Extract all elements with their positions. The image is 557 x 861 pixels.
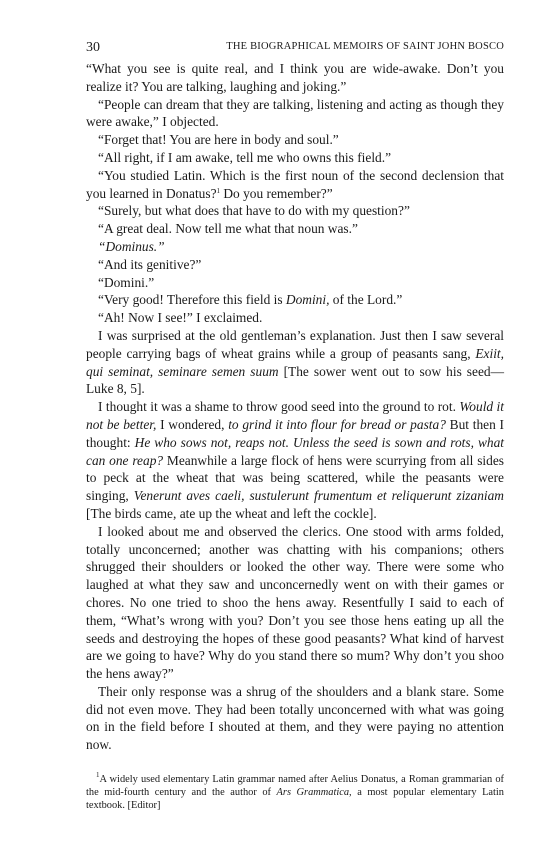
paragraph xyxy=(86,238,504,256)
text-run: [The birds came, ate up the wheat and left the cockle]. xyxy=(86,505,377,521)
italic-text: Would it not be better, xyxy=(86,399,504,432)
paragraph xyxy=(86,60,504,96)
running-head: THE BIOGRAPHICAL MEMOIRS OF SAINT JOHN BOSCO xyxy=(226,41,504,52)
italic-text: Domini, xyxy=(285,292,330,308)
text-run: But then I thought: xyxy=(86,416,504,450)
italic-text: “Dominus.” xyxy=(98,238,165,254)
paragraph xyxy=(86,256,504,274)
paragraph xyxy=(86,131,504,149)
paragraph xyxy=(86,149,504,167)
paragraph xyxy=(86,220,504,238)
paragraph xyxy=(86,523,504,683)
paragraph xyxy=(86,274,504,292)
paragraph xyxy=(86,309,504,327)
paragraph xyxy=(86,683,504,754)
text-run: “Very good! Therefore this field is xyxy=(98,292,286,308)
page-number: 30 xyxy=(86,40,100,55)
paragraph xyxy=(86,96,504,132)
body-text xyxy=(86,60,504,754)
footnote-marker: 1 xyxy=(96,771,100,780)
text-run: “What you see is quite real, and I think you are wide-awake. Don’t you realize it? You are talking, laughing and joking.” xyxy=(86,61,504,94)
text-run: “Ah! Now I see!” I exclaimed. xyxy=(98,310,263,326)
italic-text: Ars Grammatica, xyxy=(276,787,352,799)
text-run: “A great deal. Now tell me what that noun was.” xyxy=(98,221,358,237)
text-run: “Domini.” xyxy=(98,274,155,290)
paragraph xyxy=(86,202,504,220)
text-run: “Forget that! You are here in body and soul.” xyxy=(98,132,339,148)
paragraph xyxy=(86,291,504,309)
paragraph xyxy=(86,398,504,523)
text-run: of the Lord.” xyxy=(329,292,403,308)
text-run: Meanwhile a large flock of hens were scurrying from all sides to peck at the wheat that was being scattered, while the peasants were singing, xyxy=(86,452,504,504)
paragraph xyxy=(86,327,504,398)
footnote-marker: 1 xyxy=(216,186,221,195)
text-run: A widely used elementary Latin grammar named after Aelius Donatus, a Roman grammarian of the mid-fourth century and the author of xyxy=(86,774,504,799)
italic-text: to grind it into flour for bread or pasta? xyxy=(228,416,446,432)
paragraph xyxy=(86,167,504,203)
text-run: [The sower went out to sow his seed—Luke 8, 5]. xyxy=(86,363,504,397)
text-run: Their only response was a shrug of the shoulders and a blank stare. Some did not even move. They had been totally unconcerned with what was going on in the field before I shouted at them, and they were paying no attention now. xyxy=(86,683,504,753)
text-run: “All right, if I am awake, tell me who owns this field.” xyxy=(98,149,392,165)
text-run: “You studied Latin. Which is the first noun of the second declension that you learned in Donatus? xyxy=(86,167,504,201)
text-run: I wondered, xyxy=(156,416,229,432)
page-header xyxy=(86,40,504,60)
text-run: “And its genitive?” xyxy=(98,256,202,272)
text-run: Do you remember?” xyxy=(220,185,333,201)
footnote xyxy=(86,773,504,813)
text-run: a most popular elementary Latin textbook. [Editor] xyxy=(86,787,504,812)
text-run: I looked about me and observed the clerics. One stood with arms folded, totally unconcerned; another was chatting with his companions; others shrugged their shoulders or looked the other way. There were some who laughed at what they saw and unconcernedly went on with their games or chores. No one tried to shoo the hens away. Resentfully I said to each of them, “What’s wrong with you? Don’t you see those hens eating up all the seeds and destroying the hopes of these good peasants? What kind of harvest are we going to have? Why do you stand there so mum? Why don’t you shoo the hens away?” xyxy=(86,523,504,682)
italic-text: Exiit, qui seminat, seminare semen suum xyxy=(86,345,504,379)
text-run: I thought it was a shame to throw good seed into the ground to rot. xyxy=(98,399,460,415)
text-run: I was surprised at the old gentleman’s explanation. Just then I saw several people carrying bags of wheat grains while a group of peasants sang, xyxy=(86,327,504,361)
text-run: “Surely, but what does that have to do with my question?” xyxy=(98,203,410,219)
italic-text: Venerunt aves caeli, sustulerunt frumentum et reliquerunt zizaniam xyxy=(133,488,504,504)
text-run: “People can dream that they are talking, listening and acting as though they were awake,” I objected. xyxy=(86,96,504,130)
italic-text: He who sows not, reaps not. Unless the seed is sown and rots, what can one reap? xyxy=(86,434,504,468)
book-page xyxy=(86,40,504,813)
